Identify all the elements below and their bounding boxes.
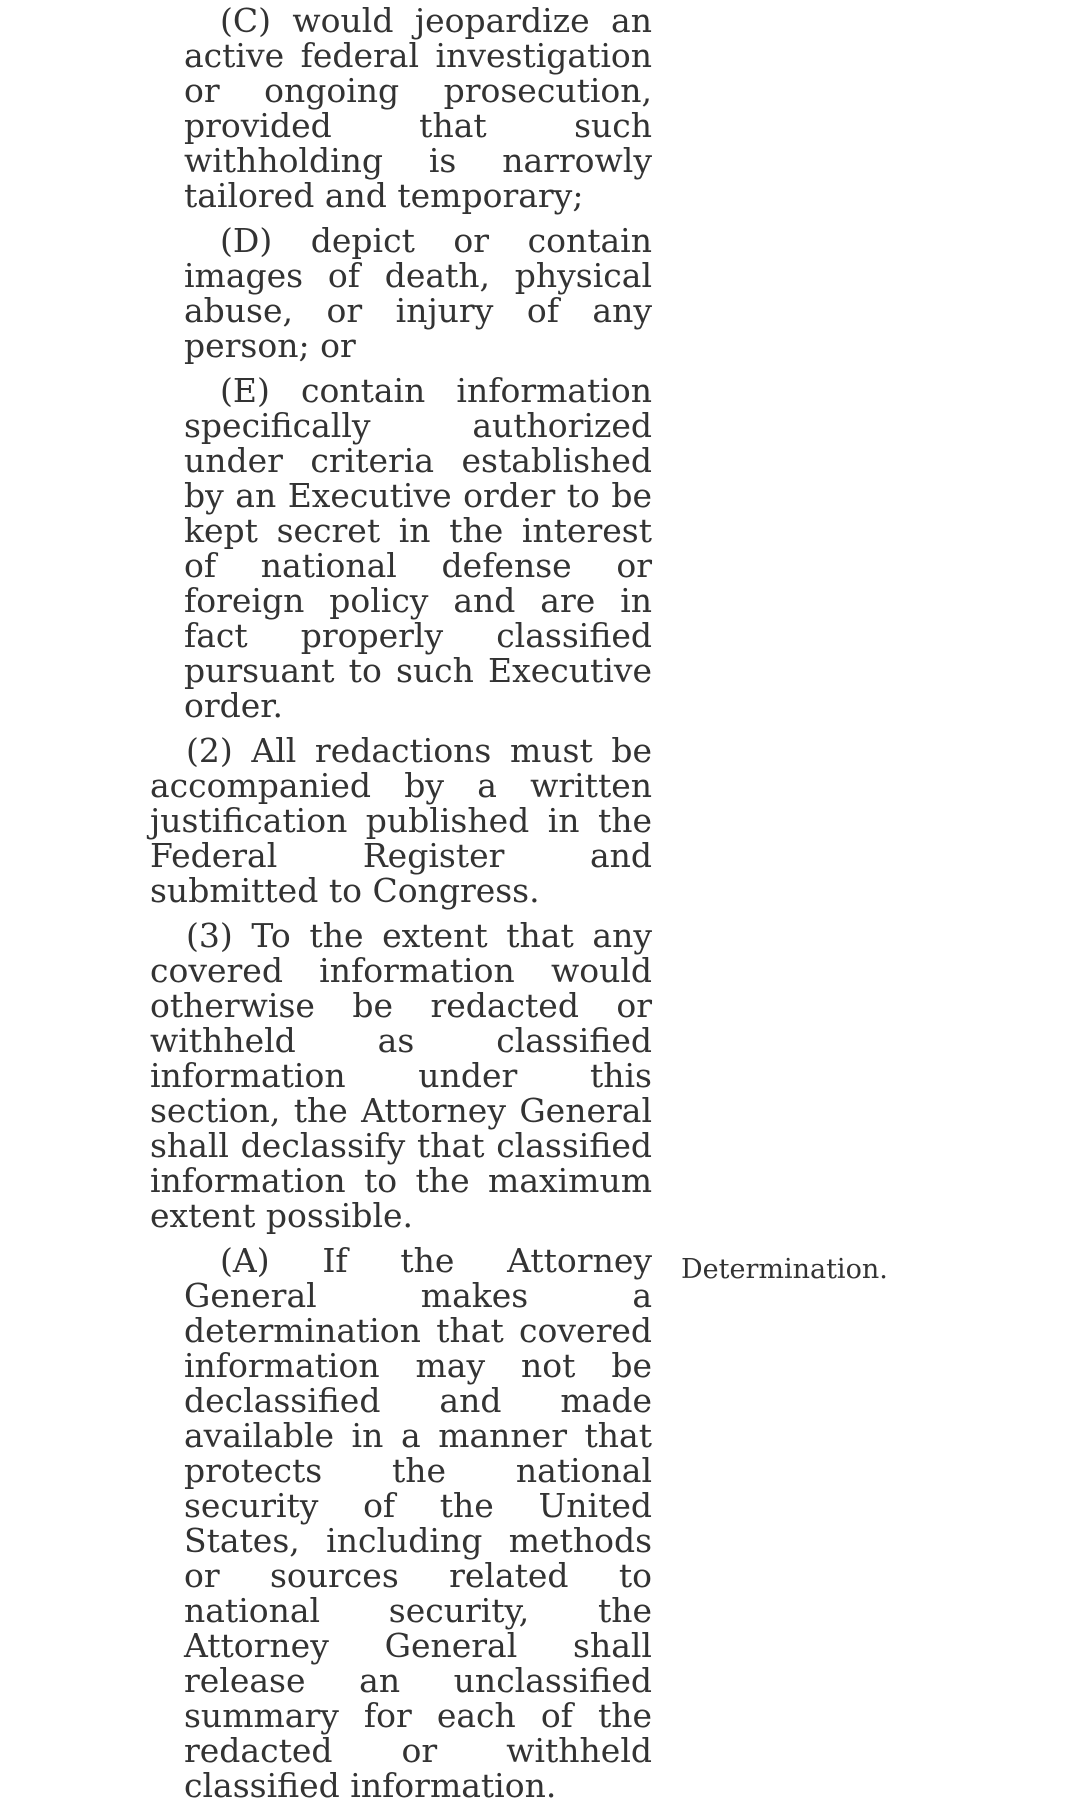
margin-note-determination: Determination.	[681, 1254, 888, 1285]
paragraph-c: (C) would jeopardize an active federal investigation or ongoing prosecution, provided that such withholding is narrowly tailored and temporary;	[184, 1, 652, 215]
paragraph-e: (E) contain information specifically authorized under criteria established by an Executive order to be kept secret in the interest of national defense or foreign policy and are in fact properly classified pursuant to such Executive order.	[184, 371, 652, 725]
paragraph-a: (A) If the Attorney General makes a determination that covered information may not be declassified and made available in a manner that protects the national security of the United States, including methods or sources related to national security, the Attorney General shall release an unclassified summary for each of the redacted or withheld classified information.	[184, 1241, 652, 1805]
document-body	[150, 0, 652, 1803]
paragraph-d: (D) depict or contain images of death, physical abuse, or injury of any person; or	[184, 221, 652, 365]
paragraph-2: (2) All redactions must be accompanied by a written justification published in the Federal Register and submitted to Congress.	[150, 731, 652, 910]
paragraph-3: (3) To the extent that any covered information would otherwise be redacted or withheld as classified information under this section, the Attorney General shall declassify that classified information to the maximum extent possible.	[150, 916, 652, 1235]
